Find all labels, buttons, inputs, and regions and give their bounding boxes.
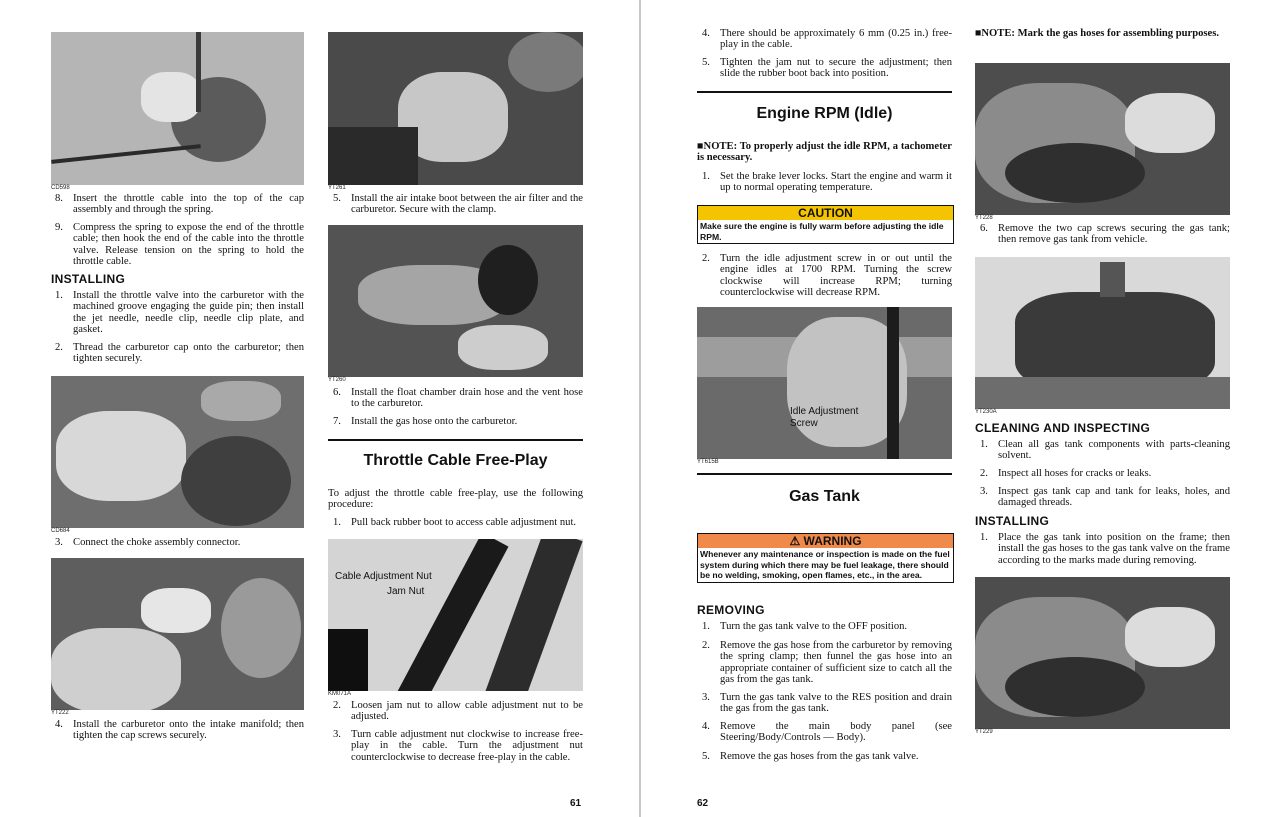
caution-box bbox=[697, 205, 954, 244]
photo-gas-tank bbox=[975, 257, 1230, 409]
install-step-1: 1. Install the throttle valve into the carburetor with the machined groove engaging the guide pin; then install the jet needle, needle clip, needle clip plate, and gasket. bbox=[55, 290, 304, 335]
photo-air-intake-boot bbox=[328, 32, 583, 185]
label-jam-nut: Jam Nut bbox=[387, 586, 425, 597]
install-step-4: 4. Install the carburetor onto the intake manifold; then tighten the cap screws securely. bbox=[55, 719, 304, 742]
section-title-gas-tank: Gas Tank bbox=[697, 473, 952, 515]
photo-intake-manifold bbox=[51, 558, 304, 710]
photo-gas-hoses-2 bbox=[975, 577, 1230, 729]
throttle-intro: To adjust the throttle cable free-play, use the following procedure: bbox=[328, 488, 583, 511]
page-divider bbox=[639, 0, 641, 817]
section-title-throttle-cable: Throttle Cable Free-Play bbox=[328, 439, 583, 481]
photo-idle-screw bbox=[697, 307, 952, 459]
label-cable-adjustment-nut: Cable Adjustment Nut bbox=[335, 571, 432, 582]
section-heading-cleaning: CLEANING AND INSPECTING bbox=[975, 421, 1151, 435]
photo-drain-hose bbox=[328, 225, 583, 377]
section-heading-installing-tank: INSTALLING bbox=[975, 514, 1050, 528]
note-mark-hoses: ■NOTE: Mark the gas hoses for assembling purposes. bbox=[975, 28, 1219, 39]
top-step-4: 4. There should be approximately 6 mm (0.25 in.) free-play in the cable. bbox=[702, 28, 952, 51]
photo-gas-hoses-1 bbox=[975, 63, 1230, 215]
photo-code: YT230A bbox=[975, 409, 997, 415]
photo-code: CD598 bbox=[51, 185, 70, 191]
note-tachometer: ■NOTE: To properly adjust the idle RPM, a tachometer is necessary. bbox=[697, 141, 952, 164]
throttle-step-1: 1. Pull back rubber boot to access cable adjustment nut. bbox=[333, 517, 577, 528]
rpm-step-2: 2. Turn the idle adjustment screw in or out until the engine idles at 1700 RPM. Turning the screw clockwise will increase RPM; turning counterclockwise will decrease RPM. bbox=[702, 253, 952, 298]
step-9: 9. Compress the spring to expose the end of the throttle cable; then hook the end of the cable into the throttle valve. Release tension on the spring to hold the throttle cable. bbox=[55, 222, 304, 267]
photo-code: YT261 bbox=[328, 185, 346, 191]
remove-step-1: 1. Turn the gas tank valve to the OFF position. bbox=[702, 621, 908, 632]
caution-text: Make sure the engine is fully warm before adjusting the idle RPM. bbox=[698, 220, 953, 243]
throttle-step-2: 2. Loosen jam nut to allow cable adjustment nut to be adjusted. bbox=[333, 700, 583, 723]
remove-step-3: 3. Turn the gas tank valve to the RES position and drain the gas from the gas tank. bbox=[702, 692, 952, 715]
tank-install-step-1: 1. Place the gas tank into position on the frame; then install the gas hoses to the gas tank valve on the frame according to the marks made during removing. bbox=[980, 532, 1230, 566]
photo-code: YT260 bbox=[328, 377, 346, 383]
install-step-3: 3. Connect the choke assembly connector. bbox=[55, 537, 241, 548]
remove-step-2: 2. Remove the gas hose from the carburetor by removing the spring clamp; then funnel the gas hose into an appropriate container of sufficient size to catch all the gas from the gas tank. bbox=[702, 640, 952, 685]
throttle-step-3: 3. Turn cable adjustment nut clockwise to increase free-play in the cable. Turn the adjustment nut counterclockwise to decrease free-play in the cable. bbox=[333, 729, 583, 763]
photo-code: KM071A bbox=[328, 691, 352, 697]
remove-step-4: 4. Remove the main body panel (see Steering/Body/Controls — Body). bbox=[702, 721, 952, 744]
photo-code: CD684 bbox=[51, 528, 70, 534]
cleaning-step-2: 2. Inspect all hoses for cracks or leaks. bbox=[980, 468, 1152, 479]
install-step-2: 2. Thread the carburetor cap onto the carburetor; then tighten securely. bbox=[55, 342, 304, 365]
section-heading-installing: INSTALLING bbox=[51, 272, 126, 286]
caution-header: CAUTION bbox=[698, 206, 953, 220]
step-6: 6. Install the float chamber drain hose and the vent hose to the carburetor. bbox=[333, 387, 583, 410]
photo-code: YT615B bbox=[697, 459, 719, 465]
photo-cable-adjustment bbox=[328, 539, 583, 691]
remove-step-5: 5. Remove the gas hoses from the gas tank valve. bbox=[702, 751, 919, 762]
warning-header: ⚠ WARNING bbox=[698, 534, 953, 548]
remove-step-6: 6. Remove the two cap screws securing the gas tank; then remove gas tank from vehicle. bbox=[980, 223, 1230, 246]
cleaning-step-1: 1. Clean all gas tank components with parts-cleaning solvent. bbox=[980, 439, 1230, 462]
warning-text: Whenever any maintenance or inspection is made on the fuel system during which there may be fuel leakage, there should be no welding, smoking, open flames, etc., in the area. bbox=[698, 548, 953, 582]
label-idle-adjustment-screw: Idle Adjustment Screw bbox=[790, 406, 859, 429]
warning-box bbox=[697, 533, 954, 583]
page-number: 62 bbox=[697, 798, 709, 809]
page-number: 61 bbox=[570, 798, 582, 809]
step-8: 8. Insert the throttle cable into the top of the cap assembly and through the spring. bbox=[55, 193, 304, 216]
cleaning-step-3: 3. Inspect gas tank cap and tank for leaks, holes, and damaged threads. bbox=[980, 486, 1230, 509]
rpm-step-1: 1. Set the brake lever locks. Start the engine and warm it up to normal operating temperature. bbox=[702, 171, 952, 194]
photo-carburetor-cap bbox=[51, 32, 304, 185]
photo-code: YT228 bbox=[975, 215, 993, 221]
section-heading-removing: REMOVING bbox=[697, 603, 765, 617]
step-7: 7. Install the gas hose onto the carburetor. bbox=[333, 416, 518, 427]
photo-code: YT222 bbox=[51, 710, 69, 716]
photo-code: YT229 bbox=[975, 729, 993, 735]
step-5: 5. Install the air intake boot between the air filter and the carburetor. Secure with the clamp. bbox=[333, 193, 583, 216]
top-step-5: 5. Tighten the jam nut to secure the adjustment; then slide the rubber boot back into position. bbox=[702, 57, 952, 80]
section-title-engine-rpm: Engine RPM (Idle) bbox=[697, 91, 952, 133]
photo-choke-connector bbox=[51, 376, 304, 528]
